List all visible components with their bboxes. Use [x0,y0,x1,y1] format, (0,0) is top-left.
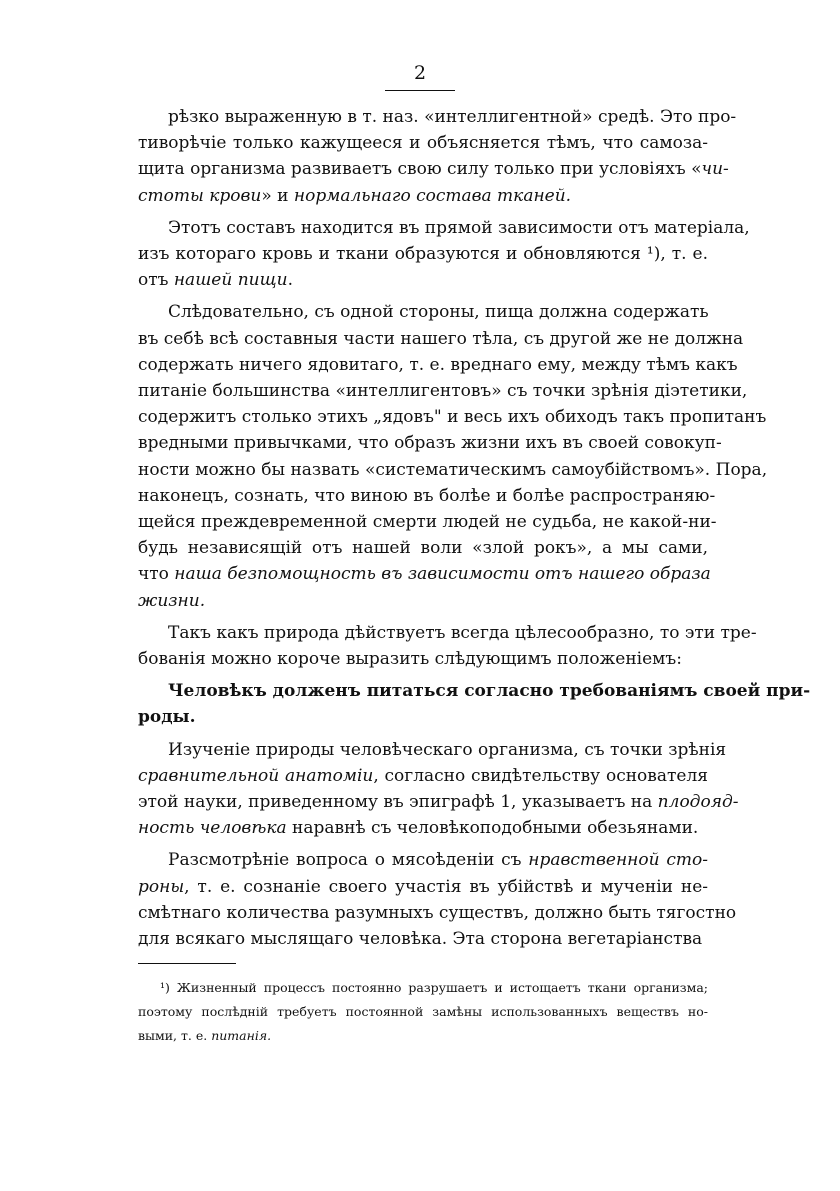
text-line [138,457,768,483]
text-run: Этотъ составъ находится въ прямой зависимости отъ матеріала, [168,217,750,238]
text-run: ¹) Жизненный процессъ постоянно разрушаетъ и истощаетъ ткани организма; [160,980,708,995]
text-run: отъ [138,270,174,291]
italic-text: сравнительной анатоміи [138,765,374,786]
text-run: роды. [138,707,196,728]
text-line [138,900,737,926]
text-run: бованія можно короче выразить слѣдующимъ положеніемъ: [138,649,682,670]
text-run: содержитъ столько этихъ „ядовъ" и весь ихъ обиходъ такъ пропитанъ [138,407,767,428]
text-line [138,1024,708,1048]
text-line [138,183,708,209]
text-run: . [287,270,293,291]
text-run: ности можно бы назвать «систематическимъ самоубійствомъ». Пора, [138,459,768,480]
paragraph [138,620,757,672]
page-number-rule [385,90,455,91]
paragraph [138,847,737,952]
text-line [160,976,708,1000]
text-run: смѣтнаго количества разумныхъ существъ, должно быть тягостно [138,902,737,923]
text-line [138,1000,708,1024]
italic-text: нормальнаго состава тканей. [293,185,572,206]
body-text [138,104,811,952]
text-line [138,299,708,325]
text-line [138,483,716,509]
text-line [138,646,708,672]
text-line [138,815,708,841]
text-run: этой науки, приведенному въ эпиграфѣ 1, указываетъ на [138,792,658,813]
text-line [138,404,767,430]
text-line [138,352,738,378]
italic-text: нашей пищи [173,270,288,291]
italic-text: роны [138,876,185,897]
text-run: щита организма развиваетъ свою силу только при условіяхъ « [138,159,702,180]
text-run: тиворѣчіе только кажущееся и объясняется тѣмъ, что самоза- [138,133,708,154]
text-line [138,104,737,130]
text-run: рѣзко выраженную в т. наз. «интеллигентной» средѣ. Это про- [168,107,737,127]
text-run: содержать ничего ядовитаго, т. е. вреднаго ему, между тѣмъ какъ [138,354,738,375]
text-line [138,737,727,763]
text-run: , согласно свидѣтельству основателя [373,765,708,786]
paragraph [138,737,739,842]
text-line [138,378,748,404]
paragraph [138,215,750,294]
text-line [138,241,708,267]
italic-text: нравственной сто- [528,850,708,871]
text-line [138,620,757,646]
text-line [138,215,750,241]
text-line [138,509,717,535]
text-line [138,326,744,352]
text-run: Такъ какъ природа дѣйствуетъ всегда цѣлесообразно, то эти тре- [168,622,757,643]
italic-text: плодояд- [657,792,739,813]
italic-text: стоты крови [138,185,262,206]
text-run: для всякаго мыслящаго человѣка. Эта сторона вегетаріанства [138,929,703,950]
italic-text: чи- [701,159,729,180]
text-line [138,156,729,182]
text-run: питаніе большинства «интеллигентовъ» съ точки зрѣнія діэтетики, [138,381,748,402]
text-line [138,678,811,704]
text-run: Разсмотрѣніе вопроса о мясоѣденіи съ [168,850,529,871]
text-line [138,789,739,815]
page-number: 2 [413,62,427,84]
text-run: выми, т. е. [138,1028,212,1043]
text-run: что [138,564,175,585]
text-run: въ себѣ всѣ составныя части нашего тѣла, съ другой же не должна [138,328,744,349]
text-run: изъ котораго кровь и ткани образуются и обновляются ¹), т. е. [138,244,708,265]
footnote [138,976,708,1048]
text-line [138,561,711,587]
text-run: щейся преждевременной смерти людей не судьба, не какой-ни- [138,512,717,533]
text-line [138,847,708,873]
bold-statement [138,678,811,730]
paragraph [138,104,737,209]
text-line [138,926,708,952]
italic-text: жизни. [138,590,206,611]
italic-text: наша безпомощность въ зависимости отъ нашего образа [174,564,711,585]
text-line [138,267,708,293]
text-run: поэтому послѣдній требуетъ постоянной замѣны использованныхъ веществъ но- [138,1004,708,1019]
text-run: » и [261,185,294,206]
text-run: , т. е. сознаніе своего участія въ убійствѣ и мученіи не- [184,876,708,897]
text-run: вредными привычками, что образъ жизни ихъ въ своей совокуп- [138,433,722,454]
text-line [138,535,708,561]
text-run: Изученіе природы человѣческаго организма, съ точки зрѣнія [168,739,727,760]
text-run: Человѣкъ долженъ питаться согласно требованіямъ своей при- [168,681,811,702]
text-line [138,704,708,730]
text-line [138,130,708,156]
italic-text: питанія. [211,1028,272,1043]
italic-text: ность человѣка [138,818,287,839]
footnote-divider [138,963,236,964]
text-run: наравнѣ съ человѣкоподобными обезьянами. [286,818,699,839]
text-run: наконецъ, сознать, что виною въ болѣе и болѣе распространяю- [138,485,716,506]
text-line [138,874,708,900]
paragraph [138,299,768,613]
text-line [138,430,722,456]
text-run: Слѣдовательно, съ одной стороны, пища должна содержать [168,302,709,323]
text-line [138,763,708,789]
text-run: будь независящій отъ нашей воли «злой рокъ», а мы сами, [138,538,708,559]
text-line [138,588,708,614]
